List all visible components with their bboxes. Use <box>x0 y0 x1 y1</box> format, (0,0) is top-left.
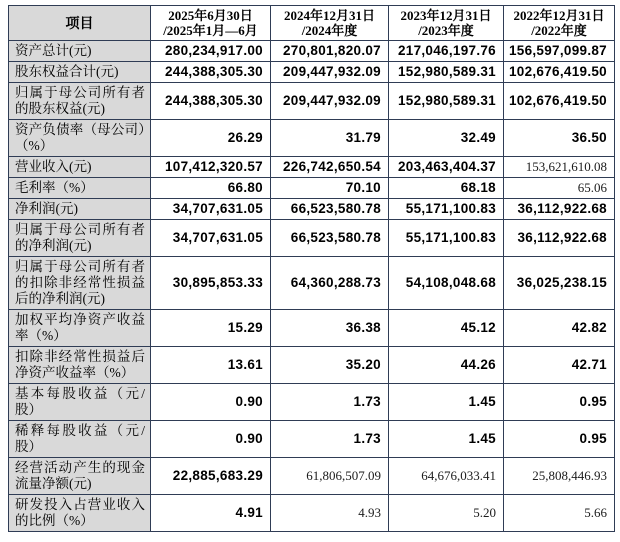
table-row-debt-ratio <box>9 120 615 157</box>
item-label-cell: 经营活动产生的现金流量净额(元) <box>9 458 151 495</box>
header-period-2023-cell <box>389 6 504 41</box>
value-cell: 209,447,932.09 <box>271 83 389 120</box>
header-period-2024-cell <box>271 6 389 41</box>
item-label-cell: 股东权益合计(元) <box>9 62 151 83</box>
value-cell: 64,360,288.73 <box>271 257 389 310</box>
value-cell: 54,108,048.68 <box>389 257 504 310</box>
value-cell: 36.38 <box>271 310 389 347</box>
item-label-cell: 归属于母公司所有者的净利润(元) <box>9 220 151 257</box>
item-label-cell: 毛利率（%） <box>9 178 151 199</box>
value-cell: 22,885,683.29 <box>151 458 271 495</box>
table-row-rd-ratio <box>9 495 615 532</box>
value-cell: 217,046,197.76 <box>389 41 504 62</box>
value-cell: 244,388,305.30 <box>151 62 271 83</box>
table-row-revenue <box>9 157 615 178</box>
value-cell: 270,801,820.07 <box>271 41 389 62</box>
value-cell: 153,621,610.08 <box>504 157 615 178</box>
value-cell: 102,676,419.50 <box>504 62 615 83</box>
value-cell: 107,412,320.57 <box>151 157 271 178</box>
value-cell: 36.50 <box>504 120 615 157</box>
header-period-2023-line2: /2023年度 <box>418 23 474 38</box>
value-cell: 102,676,419.50 <box>504 83 615 120</box>
table-row-total-equity <box>9 62 615 83</box>
header-period-2024-line1: 2024年12月31日 <box>283 8 375 23</box>
value-cell: 36,112,922.68 <box>504 199 615 220</box>
item-label-cell: 营业收入(元) <box>9 157 151 178</box>
value-cell: 34,707,631.05 <box>151 220 271 257</box>
value-cell: 64,676,033.41 <box>389 458 504 495</box>
value-cell: 30,895,853.33 <box>151 257 271 310</box>
header-period-2025-line1: 2025年6月30日 <box>168 8 253 23</box>
value-cell: 42.82 <box>504 310 615 347</box>
table-row-basic-eps <box>9 384 615 421</box>
value-cell: 32.49 <box>389 120 504 157</box>
table-row-diluted-eps <box>9 421 615 458</box>
value-cell: 152,980,589.31 <box>389 83 504 120</box>
value-cell: 1.73 <box>271 421 389 458</box>
table-row-parent-net-profit-deducted <box>9 257 615 310</box>
table-row-parent-net-profit <box>9 220 615 257</box>
value-cell: 55,171,100.83 <box>389 199 504 220</box>
value-cell: 61,806,507.09 <box>271 458 389 495</box>
table-row-gross-margin <box>9 178 615 199</box>
item-label-cell: 加权平均净资产收益率（%） <box>9 310 151 347</box>
value-cell: 209,447,932.09 <box>271 62 389 83</box>
value-cell: 244,388,305.30 <box>151 83 271 120</box>
value-cell: 0.95 <box>504 384 615 421</box>
value-cell: 280,234,917.00 <box>151 41 271 62</box>
value-cell: 1.45 <box>389 384 504 421</box>
value-cell: 65.06 <box>504 178 615 199</box>
item-label-cell: 稀释每股收益（元/股） <box>9 421 151 458</box>
header-row <box>9 6 615 41</box>
item-label-cell: 净利润(元) <box>9 199 151 220</box>
item-label-cell: 归属于母公司所有者的股东权益(元) <box>9 83 151 120</box>
value-cell: 156,597,099.87 <box>504 41 615 62</box>
value-cell: 26.29 <box>151 120 271 157</box>
value-cell: 0.90 <box>151 384 271 421</box>
value-cell: 68.18 <box>389 178 504 199</box>
item-label-cell: 归属于母公司所有者的扣除非经常性损益后的净利润(元) <box>9 257 151 310</box>
value-cell: 0.95 <box>504 421 615 458</box>
value-cell: 36,025,238.15 <box>504 257 615 310</box>
item-label-cell: 资产总计(元) <box>9 41 151 62</box>
header-item-cell: 项目 <box>9 6 151 41</box>
value-cell: 35.20 <box>271 347 389 384</box>
value-cell: 13.61 <box>151 347 271 384</box>
value-cell: 203,463,404.37 <box>389 157 504 178</box>
item-label-cell: 扣除非经常性损益后净资产收益率（%） <box>9 347 151 384</box>
value-cell: 4.91 <box>151 495 271 532</box>
value-cell: 1.73 <box>271 384 389 421</box>
header-period-2022-line2: /2022年度 <box>531 23 587 38</box>
value-cell: 152,980,589.31 <box>389 62 504 83</box>
value-cell: 226,742,650.54 <box>271 157 389 178</box>
value-cell: 44.26 <box>389 347 504 384</box>
financial-summary-table <box>8 5 615 532</box>
header-period-2022-line1: 2022年12月31日 <box>513 8 605 23</box>
value-cell: 36,112,922.68 <box>504 220 615 257</box>
value-cell: 25,808,446.93 <box>504 458 615 495</box>
header-period-2022-cell <box>504 6 615 41</box>
table-row-operating-cash-flow <box>9 458 615 495</box>
value-cell: 4.93 <box>271 495 389 532</box>
table-row-deducted-roe <box>9 347 615 384</box>
value-cell: 5.20 <box>389 495 504 532</box>
item-label-cell: 研发投入占营业收入的比例（%） <box>9 495 151 532</box>
value-cell: 5.66 <box>504 495 615 532</box>
value-cell: 15.29 <box>151 310 271 347</box>
header-period-2023-line1: 2023年12月31日 <box>400 8 492 23</box>
value-cell: 31.79 <box>271 120 389 157</box>
value-cell: 66.80 <box>151 178 271 199</box>
table-row-total-assets <box>9 41 615 62</box>
table-row-net-profit <box>9 199 615 220</box>
item-label-cell: 基本每股收益（元/股） <box>9 384 151 421</box>
value-cell: 0.90 <box>151 421 271 458</box>
value-cell: 66,523,580.78 <box>271 220 389 257</box>
value-cell: 1.45 <box>389 421 504 458</box>
value-cell: 70.10 <box>271 178 389 199</box>
value-cell: 66,523,580.78 <box>271 199 389 220</box>
header-period-2025-line2: /2025年1月—6月 <box>163 23 258 38</box>
value-cell: 45.12 <box>389 310 504 347</box>
value-cell: 34,707,631.05 <box>151 199 271 220</box>
item-label-cell: 资产负债率（母公司）（%） <box>9 120 151 157</box>
value-cell: 42.71 <box>504 347 615 384</box>
table-row-weighted-roe <box>9 310 615 347</box>
header-period-2024-line2: /2024年度 <box>301 23 358 38</box>
value-cell: 55,171,100.83 <box>389 220 504 257</box>
table-row-parent-equity <box>9 83 615 120</box>
header-period-2025-cell <box>151 6 271 41</box>
